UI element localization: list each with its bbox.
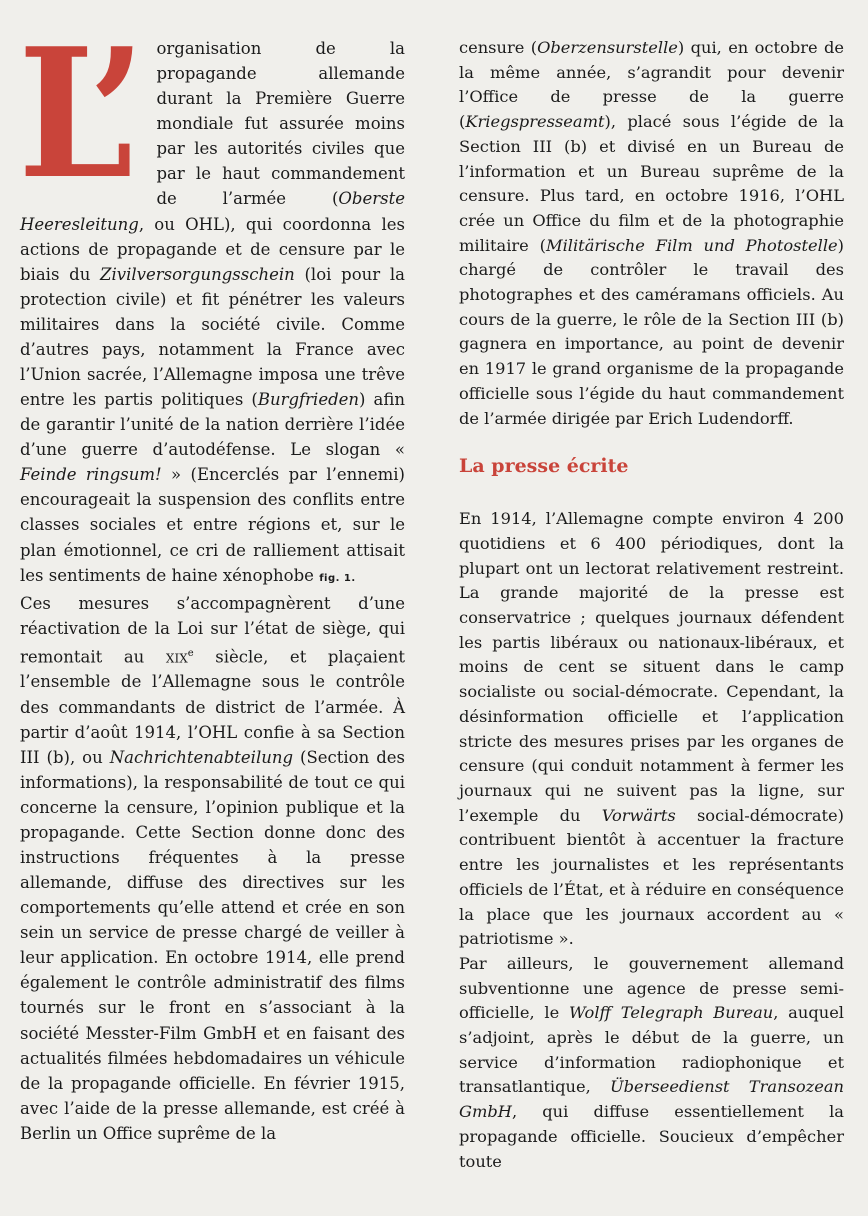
paragraph-continuation xyxy=(459,36,844,431)
figure-reference: fig. 1. xyxy=(319,572,356,584)
text-run: , ou OHL), qui coordonna les actions de propagande et de censure par le biais du xyxy=(20,214,405,284)
text-run: (Section des informations), la responsabilité de tout ce qui concerne la censure, l’opinion publique et la propagande. Cette Section donne donc des instructions fréquentes à la presse allemande, diffuse des directives sur les comportements qu’elle attend et crée en son sein un service de presse chargé de veiller à leur application. En octobre 1914, elle prend également le contrôle administratif des films tournés sur le front en s’associant à la société Messter-Film GmbH et en faisant des actualités filmées hebdomadaires un véhicule de la propagande officielle. En février 1915, avec l’aide de la presse allemande, est créé à Berlin un Office suprême de la xyxy=(20,747,405,1143)
text-run: » (Encerclés par l’ennemi) encourageait la suspension des conflits entre classes sociales et entre régions et, sur le plan émotionnel, ce cri de ralliement attisait les sentiments de haine xénophobe xyxy=(20,465,405,585)
italic-term: Militärische Film und Photostelle xyxy=(545,235,838,255)
text-run: En 1914, l’Allemagne compte environ 4 200 quotidiens et 6 400 périodiques, dont la plupart ont un lectorat relativement restreint. La grande majorité de la presse est conservatrice ; quelques journaux défendent les partis libéraux ou nationaux-libéraux, et moins de cent se situent dans le camp socialiste ou social-démocrate. Cependant, la désinformation officielle et l’application stricte des mesures prises par les organes de censure (qui conduit notamment à fermer les journaux qui ne suivent pas la ligne, sur l’exemple du xyxy=(459,509,844,825)
right-column xyxy=(459,36,844,1174)
drop-cap: L’ xyxy=(18,9,140,218)
paragraph-press xyxy=(459,507,844,952)
italic-term: Überseedienst Transozean GmbH xyxy=(459,1077,844,1122)
text-run: siècle, et plaçaient l’ensemble de l’Allemagne sous le contrôle des commandants de district de l’armée. À partir d’août 1914, l’OHL confie à sa Section III (b), ou xyxy=(20,647,405,767)
text-run: ) chargé de contrôler le travail des photographes et des caméramans officiels. Au cours de la guerre, le rôle de la Section III (b) gagnera en importance, au point de devenir en 1917 le grand organisme de la propagande officielle sous l’égide du haut commandement de l’armée dirigée par Erich Ludendorff. xyxy=(459,235,844,428)
italic-term: Wolff Telegraph Bureau xyxy=(568,1003,774,1023)
left-column xyxy=(18,9,405,1146)
text-run: , auquel s’adjoint, après le début de la guerre, un service d’information radiophonique et transatlantique, xyxy=(459,1003,845,1097)
text-run: , qui diffuse essentiellement la propagande officielle. Soucieux d’empêcher toute xyxy=(459,1102,844,1171)
italic-term: Oberste Heeresleitung xyxy=(20,189,405,234)
century-superscript: e xyxy=(187,647,194,659)
text-run: Ces mesures s’accompagnèrent d’une réactivation de la Loi sur l’état de siège, qui remontait au xyxy=(20,593,405,667)
section-heading: La presse écrite xyxy=(459,455,629,478)
paragraph-agency xyxy=(459,952,844,1174)
italic-term: Vorwärts xyxy=(601,805,676,825)
italic-term: Burgfrieden xyxy=(257,390,360,410)
text-run: organisation de la propagande allemande durant la Première Guerre mondiale fut assurée moins par les autorités civiles que par le haut commandement de l’armée ( xyxy=(156,39,405,209)
text-run: ) afin de garantir l’unité de la nation derrière l’idée d’une guerre d’autodéfense. Le slogan « xyxy=(20,390,405,460)
text-run: Par ailleurs, le gouvernement allemand subventionne une agence de presse semi-officielle, le xyxy=(459,953,844,1023)
italic-term: Oberzensurstelle xyxy=(537,38,678,57)
text-run: social-démocrate) contribuent bientôt à accentuer la fracture entre les journalistes et les représentants officiels de l’État, et à réduire en conséquence la place que les journaux accordent au « patriotisme ». xyxy=(459,805,845,949)
italic-term: Kriegspresseamt xyxy=(465,112,605,132)
italic-term: Nachrichtenabteilung xyxy=(109,747,294,767)
italic-term: Zivilversorgungsschein xyxy=(100,264,295,284)
italic-term: Feinde ringsum! xyxy=(20,465,162,485)
text-run: ), placé sous l’égide de la Section III (b) et divisé en un Bureau de l’information et un Bureau suprême de la censure. Plus tard, en octobre 1916, l’OHL crée un Office du film et de la photographie militaire ( xyxy=(459,112,844,255)
paragraph-section-iii xyxy=(20,591,405,1146)
text-run: censure ( xyxy=(459,38,538,57)
century-numeral: xix xyxy=(165,647,188,667)
text-run: (loi pour la protection civile) et fit pénétrer les valeurs militaires dans la société civile. Comme d’autres pays, notamment la France avec l’Union sacrée, l’Allemagne imposa une trêve entre les partis politiques ( xyxy=(20,264,405,410)
text-run: ) qui, en octobre de la même année, s’agrandit pour devenir l’Office de presse de la guerre ( xyxy=(459,38,844,132)
